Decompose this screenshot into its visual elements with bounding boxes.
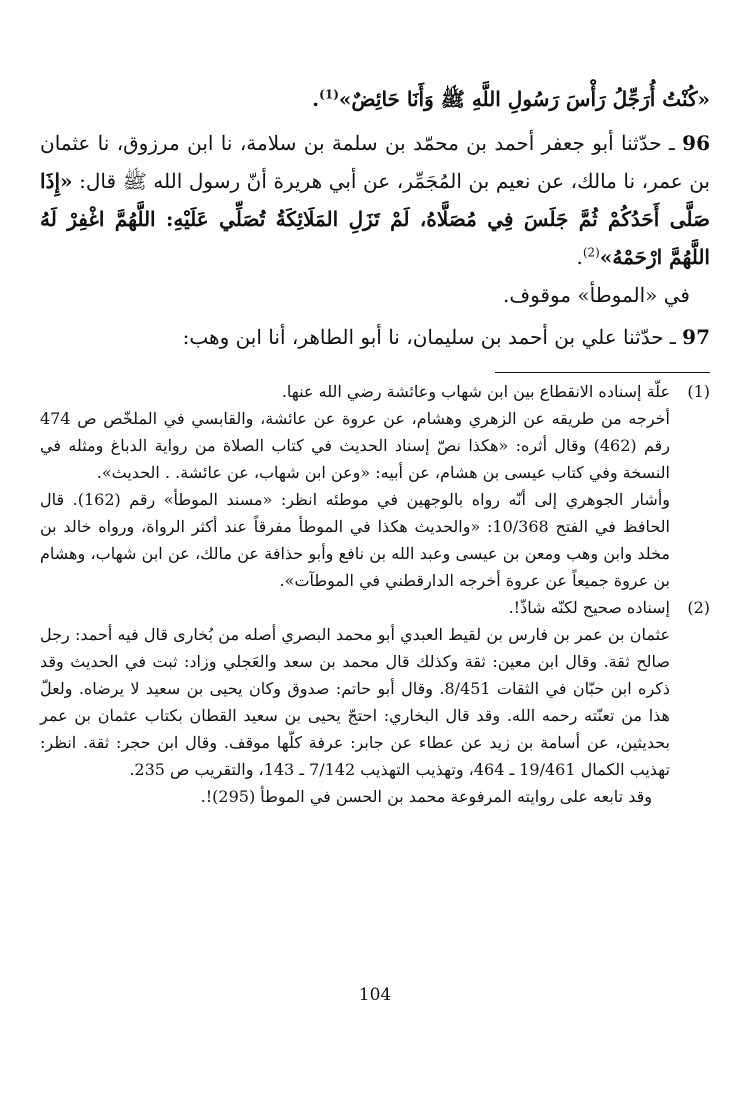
footnote-paragraph: وأشار الجوهري إلى أنّه رواه بالوجهين في موطئه انظر: «مسند الموطأ» رقم (162). قال الحافظ في الفتح 10/368: «والحديث هكذا في الموطأ مفرقاً عند أكثر الرواة، ورواه خالد بن مخلد وابن وهب ومعن بن عيسى وعبد الله بن نافع وأبو حذافة عن مالك، عن ابن شهاب، وهشام بن عروة جميعاً عن عروة أخرجه الدارقطني في الموطآت». xyxy=(40,490,671,590)
hadith-quote-line: «كُنْتُ أُرَجِّلُ رَأْسَ رَسُولِ اللَّهِ ﷺ وَأَنَا حَائِضٌ»$^{(1)}$. xyxy=(312,87,710,111)
muwatta-note: في «الموطأ» موقوف. xyxy=(502,283,690,307)
footnote-1 xyxy=(40,378,710,594)
footnotes xyxy=(40,378,710,810)
footnote-paragraph: أخرجه من طريقه عن الزهري وهشام، عن عروة عن عائشة، والقابسي في الملخّص ص 474 رقم (462) وقال أثره: «هكذا نصّ إسناد الحديث في كتاب الصلاة من رواية الدباغ ومثله في النسخة وفي كتاب عيسى بن هشام، عن أبيه: «وعن ابن شهاب، عن عائشة. . الحديث». xyxy=(40,409,671,482)
footnote-ref: (1) xyxy=(319,87,339,102)
quote-text: «كُنْتُ أُرَجِّلُ رَأْسَ رَسُولِ اللَّهِ ﷺ وَأَنَا حَائِضٌ» xyxy=(338,87,710,111)
hadith-number: 96 xyxy=(682,131,711,155)
page-number: 104 xyxy=(358,985,392,1005)
footnote-paragraph: علّة إسناده الانقطاع بين ابن شهاب وعائشة رضي الله عنها. xyxy=(281,382,670,401)
hadith-96: 96 ـ حدّثنا أبو جعفر أحمد بن محمّد بن سلمة بن سلامة، نا ابن مرزوق، نا عثمان بن عمر، نا مالك، عن نعيم بن المُجَمِّر، عن أبي هريرة أنّ رسول الله ﷺ قال: «إِذَا صَلَّى أَحَدُكُمْ ثُمَّ جَلَسَ فِي مُصَلَّاهُ، لَمْ تَزَلِ المَلَائِكَةُ تُصَلِّي عَلَيْهِ: اللَّهُمَّ اغْفِرْ لَهُ اللَّهُمَّ ارْحَمْهُ»$^{(2)}$. xyxy=(40,131,711,269)
footnote-separator xyxy=(495,372,710,373)
hadith-97 xyxy=(40,318,710,356)
footnote-2 xyxy=(40,594,710,810)
hadith-chain: ـ حدّثنا أبو جعفر أحمد بن محمّد بن سلمة بن سلامة، نا ابن مرزوق، نا عثمان بن عمر، نا مالك، عن نعيم بن المُجَمِّر، عن أبي هريرة أنّ رسول الله ﷺ قال: xyxy=(40,131,710,193)
footnote-paragraph: إسناده صحيح لكنّه شاذّ!. xyxy=(508,598,670,617)
footnote-ref: (2) xyxy=(582,245,600,260)
hadith-matn: «إِذَا صَلَّى أَحَدُكُمْ ثُمَّ جَلَسَ فِي مُصَلَّاهُ، لَمْ تَزَلِ المَلَائِكَةُ تُصَلِّي عَلَيْهِ: اللَّهُمَّ اغْفِرْ لَهُ اللَّهُمَّ ارْحَمْهُ» xyxy=(40,169,710,269)
hadith-number: 97 xyxy=(682,325,710,349)
hadith-chain: ـ حدّثنا علي بن أحمد بن سليمان، نا أبو الطاهر، أنا ابن وهب: xyxy=(182,325,676,349)
footnote-paragraph: وقد تابعه على روايته المرفوعة محمد بن الحسن في الموطأ (295)!. xyxy=(200,787,652,806)
footnote-paragraph: عثمان بن عمر بن فارس بن لقيط العبدي أبو محمد البصري أصله من بُخارى قال فيه أحمد: رجل صالح ثقة. وقال ابن معين: ثقة وكذلك قال محمد بن سعد والعَجلي وزاد: ثبت في الحديث وقد ذكره ابن حبّان في الثقات 8/451. وقال أبو حاتم: صدوق وكان يحيى بن سعيد لا يرضاه. ولعلّ هذا من تعنّته رحمه الله. وقد قال البخاري: احتجّ يحيى بن سعيد القطان بكتاب عثمان بن عمر بحديثين، عن أسامة بن زيد عن عطاء عن جابر: عرفة كلّها موقف. وقال ابن حجر: ثقة. انظر: تهذيب الكمال 19/461 ـ 464، وتهذيب التهذيب 7/142 ـ 143، والتقريب ص 235. xyxy=(40,625,671,779)
footnote-number: (2) xyxy=(687,598,710,617)
main-text xyxy=(40,80,710,356)
footnote-number: (1) xyxy=(687,382,710,401)
